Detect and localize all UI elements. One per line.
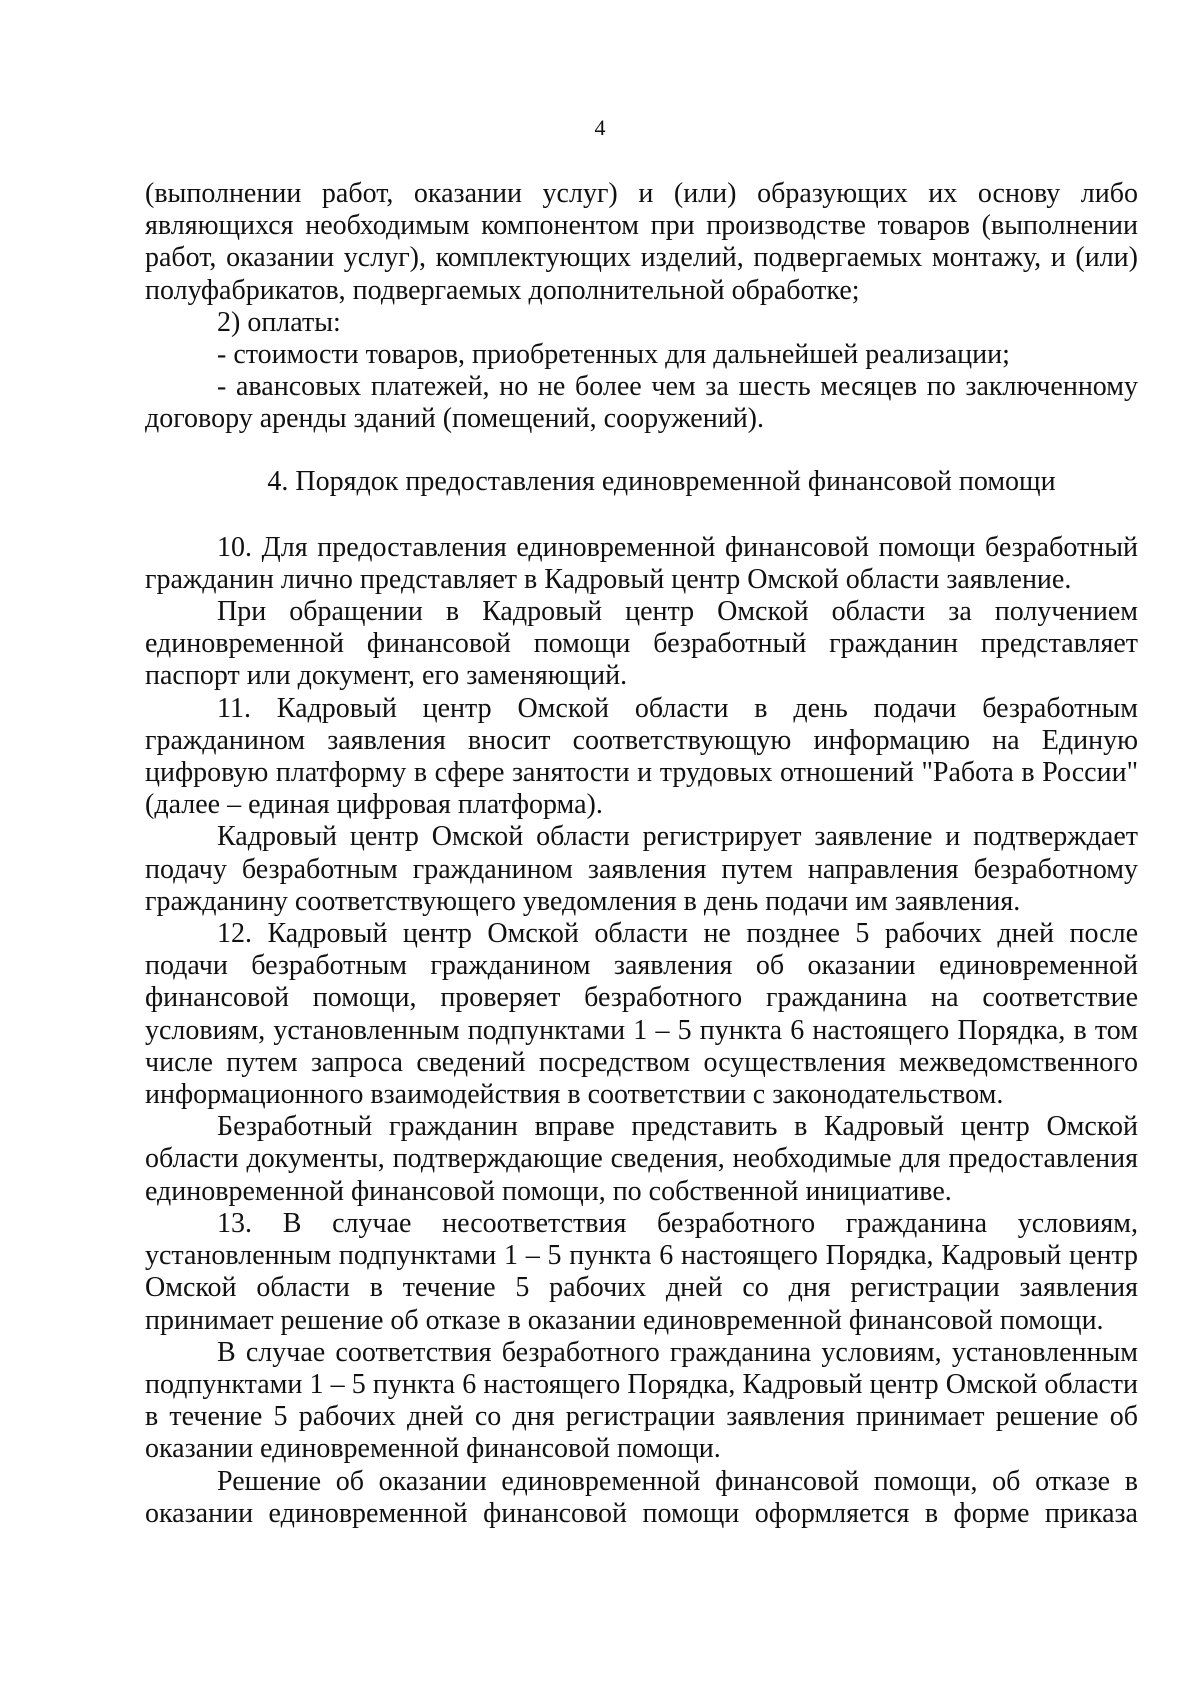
paragraph-11-registration: Кадровый центр Омской области регистрирует заявление и подтверждает подачу безработным гражданином заявления путем направления безработному гражданину соответствующего уведомления в день подачи им заявления. (145, 821, 1138, 917)
document-body (145, 178, 1138, 1530)
paragraph-decision-order: Решение об оказании единовременной финансовой помощи, об отказе в оказании единовременной финансовой помощи оформляется в форме приказа (145, 1465, 1138, 1529)
paragraph-payment-item: 2) оплаты: (217, 306, 341, 338)
paragraph-continuation: (выполнении работ, оказании услуг) и (или) образующих их основу либо являющихся необходимым компонентом при производстве товаров (выполнении работ, оказании услуг), комплектующих изделий, подвергаемых монтажу, и (или) полуфабрикатов, подвергаемых дополнительной обработке; (145, 178, 1138, 306)
paragraph-12: 12. Кадровый центр Омской области не позднее 5 рабочих дней после подачи безработным гражданином заявления об оказании единовременной финансовой помощи, проверяет безработного гражданина на соответствие условиям, установленным подпунктами 1 – 5 пункта 6 настоящего Порядка, в том числе путем запроса сведений посредством осуществления межведомственного информационного взаимодействия в соответствии с законодательством. (145, 918, 1138, 1111)
paragraph-13: 13. В случае несоответствия безработного гражданина условиям, установленным подпунктами 1 – 5 пункта 6 настоящего Порядка, Кадровый центр Омской области в течение 5 рабочих дней со дня регистрации заявления принимает решение об отказе в оказании единовременной финансовой помощи. (145, 1207, 1138, 1336)
paragraph-12-documents: Безработный гражданин вправе представить в Кадровый центр Омской области документы, подтверждающие сведения, необходимые для предоставления единовременной финансовой помощи, по собственной инициативе. (145, 1111, 1138, 1207)
paragraph-10: 10. Для предоставления единовременной финансовой помощи безработный гражданин лично представляет в Кадровый центр Омской области заявление. (145, 531, 1138, 595)
paragraph-goods-cost: - стоимости товаров, приобретенных для дальнейшей реализации; (217, 339, 1010, 371)
paragraph-11: 11. Кадровый центр Омской области в день подачи безработным гражданином заявления вносит соответствующую информацию на Единую цифровую платформу в сфере занятости и трудовых отношений "Работа в России" (далее – единая цифровая платформа). (145, 692, 1138, 821)
paragraph-13-approval: В случае соответствия безработного гражданина условиям, установленным подпунктами 1 – 5 пункта 6 настоящего Порядка, Кадровый центр Омской области в течение 5 рабочих дней со дня регистрации заявления принимает решение об оказании единовременной финансовой помощи. (145, 1336, 1138, 1465)
section-heading: 4. Порядок предоставления единовременной финансовой помощи (267, 465, 1056, 497)
paragraph-10-passport: При обращении в Кадровый центр Омской области за получением единовременной финансовой помощи безработный гражданин представляет паспорт или документ, его заменяющий. (145, 596, 1138, 692)
page-number: 4 (594, 115, 606, 140)
paragraph-advance-payments: - авансовых платежей, но не более чем за шесть месяцев по заключенному договору аренды зданий (помещений, сооружений). (145, 371, 1138, 435)
